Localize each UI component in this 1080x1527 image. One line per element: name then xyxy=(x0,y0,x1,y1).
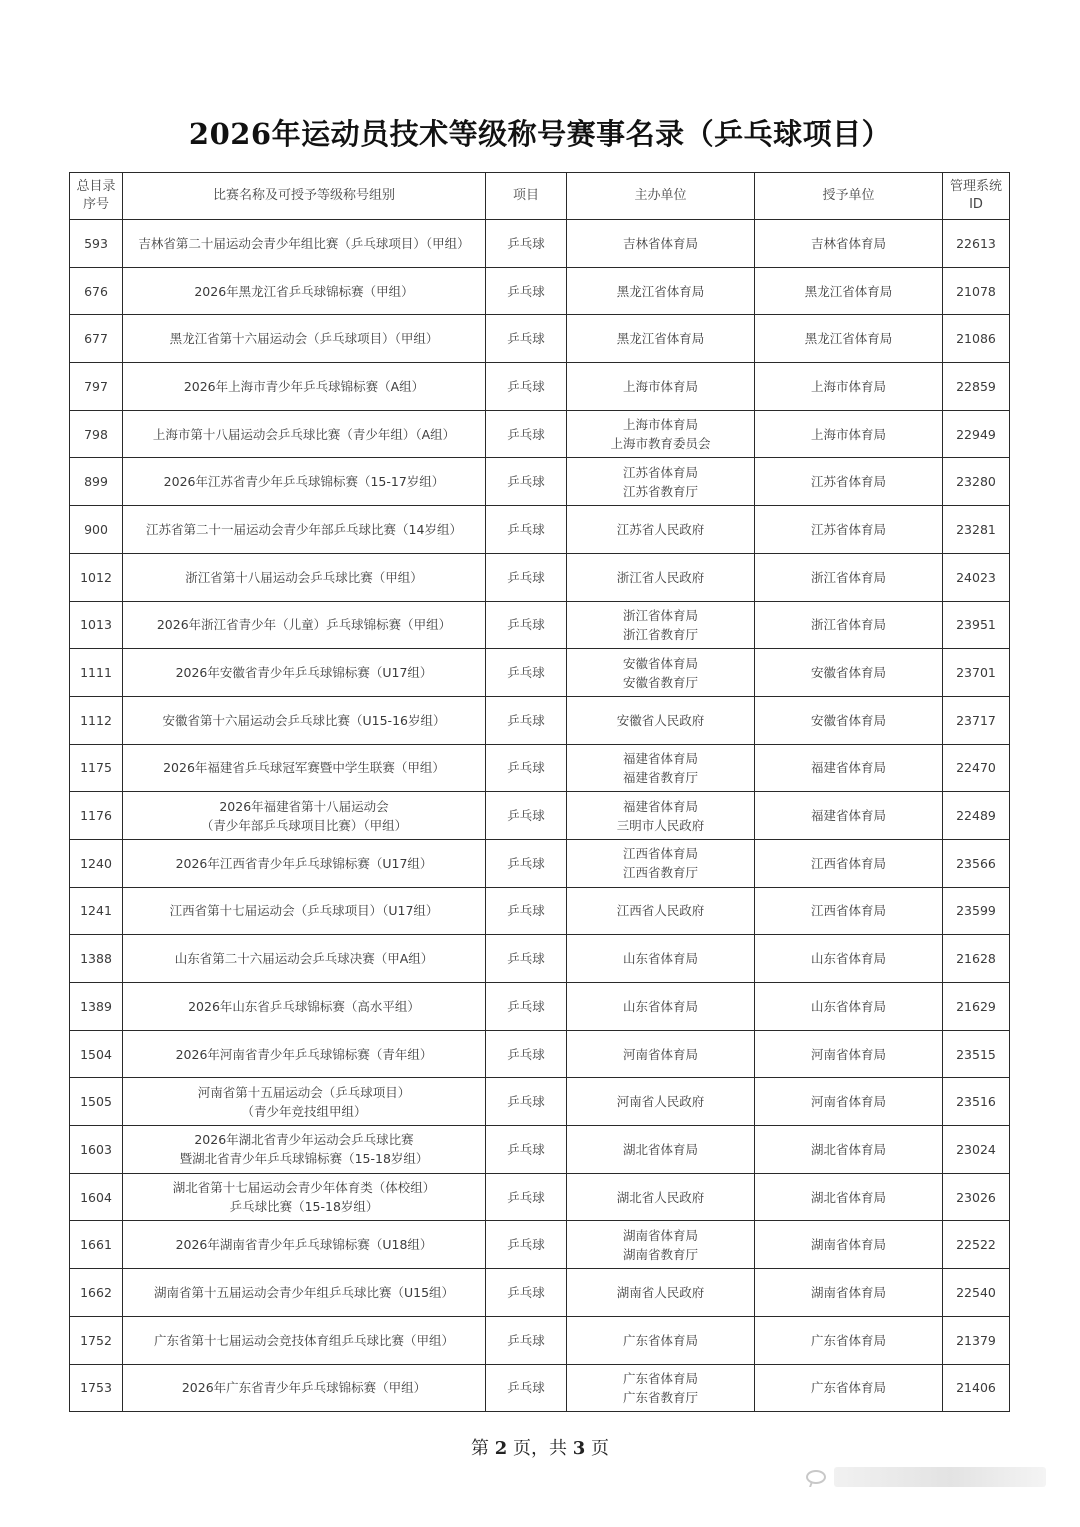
grantor-cell: 浙江省体育局 xyxy=(755,553,943,601)
sport-cell: 乒乓球 xyxy=(486,935,567,983)
organizer-cell: 上海市体育局 上海市教育委员会 xyxy=(567,410,755,458)
catalog-number-cell: 797 xyxy=(70,363,123,411)
competition-name-cell: 黑龙江省第十六届运动会（乒乓球项目）（甲组） xyxy=(123,315,486,363)
catalog-number-cell: 1388 xyxy=(70,935,123,983)
organizer-cell: 湖南省体育局 湖南省教育厅 xyxy=(567,1221,755,1269)
sport-cell: 乒乓球 xyxy=(486,1221,567,1269)
competition-name-cell: 2026年福建省乒乓球冠军赛暨中学生联赛（甲组） xyxy=(123,744,486,792)
competition-name-cell: 安徽省第十六届运动会乒乓球比赛（U15-16岁组） xyxy=(123,696,486,744)
catalog-number-cell: 1111 xyxy=(70,649,123,697)
catalog-number-cell: 1012 xyxy=(70,553,123,601)
competition-name-cell: 2026年湖南省青少年乒乓球锦标赛（U18组） xyxy=(123,1221,486,1269)
grantor-cell: 黑龙江省体育局 xyxy=(755,315,943,363)
grantor-cell: 浙江省体育局 xyxy=(755,601,943,649)
sport-cell: 乒乓球 xyxy=(486,220,567,268)
sport-cell: 乒乓球 xyxy=(486,839,567,887)
header-system-id: 管理系统 ID xyxy=(943,173,1010,220)
sport-cell: 乒乓球 xyxy=(486,649,567,697)
competition-name-cell: 2026年福建省第十八届运动会 （青少年部乒乓球项目比赛）（甲组） xyxy=(123,792,486,840)
system-id-cell: 23599 xyxy=(943,887,1010,935)
organizer-cell: 山东省体育局 xyxy=(567,983,755,1031)
table-row xyxy=(70,839,1010,887)
system-id-cell: 22613 xyxy=(943,220,1010,268)
grantor-cell: 河南省体育局 xyxy=(755,1078,943,1126)
competition-name-cell: 2026年广东省青少年乒乓球锦标赛（甲组） xyxy=(123,1364,486,1412)
competition-table xyxy=(69,172,1010,1412)
table-row xyxy=(70,935,1010,983)
catalog-number-cell: 1389 xyxy=(70,983,123,1031)
organizer-cell: 黑龙江省体育局 xyxy=(567,267,755,315)
system-id-cell: 23024 xyxy=(943,1126,1010,1174)
page-title: 2026年运动员技术等级称号赛事名录（乒乓球项目） xyxy=(188,117,892,151)
system-id-cell: 23280 xyxy=(943,458,1010,506)
sport-cell: 乒乓球 xyxy=(486,601,567,649)
sport-cell: 乒乓球 xyxy=(486,363,567,411)
grantor-cell: 上海市体育局 xyxy=(755,410,943,458)
sport-cell: 乒乓球 xyxy=(486,1173,567,1221)
grantor-cell: 河南省体育局 xyxy=(755,1030,943,1078)
sport-cell: 乒乓球 xyxy=(486,983,567,1031)
organizer-cell: 湖南省人民政府 xyxy=(567,1269,755,1317)
catalog-number-cell: 1753 xyxy=(70,1364,123,1412)
sport-cell: 乒乓球 xyxy=(486,792,567,840)
table-row xyxy=(70,983,1010,1031)
header-catalog-number: 总目录 序号 xyxy=(70,173,123,220)
system-id-cell: 23515 xyxy=(943,1030,1010,1078)
grantor-cell: 江西省体育局 xyxy=(755,887,943,935)
system-id-cell: 22859 xyxy=(943,363,1010,411)
competition-name-cell: 2026年山东省乒乓球锦标赛（高水平组） xyxy=(123,983,486,1031)
grantor-cell: 湖北省体育局 xyxy=(755,1173,943,1221)
table-row xyxy=(70,410,1010,458)
catalog-number-cell: 1505 xyxy=(70,1078,123,1126)
table-row xyxy=(70,1030,1010,1078)
sport-cell: 乒乓球 xyxy=(486,1269,567,1317)
competition-name-cell: 2026年河南省青少年乒乓球锦标赛（青年组） xyxy=(123,1030,486,1078)
table-row xyxy=(70,1221,1010,1269)
system-id-cell: 23026 xyxy=(943,1173,1010,1221)
grantor-cell: 江苏省体育局 xyxy=(755,506,943,554)
competition-name-cell: 河南省第十五届运动会（乒乓球项目） （青少年竞技组甲组） xyxy=(123,1078,486,1126)
system-id-cell: 23281 xyxy=(943,506,1010,554)
sport-cell: 乒乓球 xyxy=(486,553,567,601)
catalog-number-cell: 899 xyxy=(70,458,123,506)
table-row xyxy=(70,696,1010,744)
catalog-number-cell: 1603 xyxy=(70,1126,123,1174)
organizer-cell: 上海市体育局 xyxy=(567,363,755,411)
grantor-cell: 湖南省体育局 xyxy=(755,1269,943,1317)
system-id-cell: 21628 xyxy=(943,935,1010,983)
competition-name-cell: 山东省第二十六届运动会乒乓球决赛（甲A组） xyxy=(123,935,486,983)
organizer-cell: 山东省体育局 xyxy=(567,935,755,983)
watermark xyxy=(806,1464,1046,1490)
system-id-cell: 22540 xyxy=(943,1269,1010,1317)
table-row xyxy=(70,315,1010,363)
header-competition-name: 比赛名称及可授予等级称号组别 xyxy=(123,173,486,220)
competition-name-cell: 2026年江苏省青少年乒乓球锦标赛（15-17岁组） xyxy=(123,458,486,506)
catalog-number-cell: 1662 xyxy=(70,1269,123,1317)
table-row xyxy=(70,1269,1010,1317)
catalog-number-cell: 1175 xyxy=(70,744,123,792)
system-id-cell: 23701 xyxy=(943,649,1010,697)
organizer-cell: 浙江省体育局 浙江省教育厅 xyxy=(567,601,755,649)
grantor-cell: 广东省体育局 xyxy=(755,1316,943,1364)
organizer-cell: 安徽省体育局 安徽省教育厅 xyxy=(567,649,755,697)
table-row xyxy=(70,601,1010,649)
competition-name-cell: 江西省第十七届运动会（乒乓球项目）（U17组） xyxy=(123,887,486,935)
system-id-cell: 21629 xyxy=(943,983,1010,1031)
organizer-cell: 河南省人民政府 xyxy=(567,1078,755,1126)
competition-name-cell: 2026年江西省青少年乒乓球锦标赛（U17组） xyxy=(123,839,486,887)
table-body xyxy=(70,220,1010,1412)
system-id-cell: 22470 xyxy=(943,744,1010,792)
sport-cell: 乒乓球 xyxy=(486,1126,567,1174)
system-id-cell: 23717 xyxy=(943,696,1010,744)
sport-cell: 乒乓球 xyxy=(486,1316,567,1364)
organizer-cell: 福建省体育局 三明市人民政府 xyxy=(567,792,755,840)
table-row xyxy=(70,1316,1010,1364)
grantor-cell: 安徽省体育局 xyxy=(755,696,943,744)
system-id-cell: 23566 xyxy=(943,839,1010,887)
organizer-cell: 江苏省人民政府 xyxy=(567,506,755,554)
table-row xyxy=(70,553,1010,601)
sport-cell: 乒乓球 xyxy=(486,1364,567,1412)
table-row xyxy=(70,267,1010,315)
system-id-cell: 22949 xyxy=(943,410,1010,458)
competition-name-cell: 2026年安徽省青少年乒乓球锦标赛（U17组） xyxy=(123,649,486,697)
grantor-cell: 江苏省体育局 xyxy=(755,458,943,506)
organizer-cell: 广东省体育局 广东省教育厅 xyxy=(567,1364,755,1412)
table-header-row xyxy=(70,173,1010,220)
catalog-number-cell: 798 xyxy=(70,410,123,458)
grantor-cell: 广东省体育局 xyxy=(755,1364,943,1412)
competition-name-cell: 浙江省第十八届运动会乒乓球比赛（甲组） xyxy=(123,553,486,601)
competition-name-cell: 湖南省第十五届运动会青少年组乒乓球比赛（U15组） xyxy=(123,1269,486,1317)
sport-cell: 乒乓球 xyxy=(486,458,567,506)
organizer-cell: 吉林省体育局 xyxy=(567,220,755,268)
header-organizer: 主办单位 xyxy=(567,173,755,220)
sport-cell: 乒乓球 xyxy=(486,1078,567,1126)
system-id-cell: 23516 xyxy=(943,1078,1010,1126)
catalog-number-cell: 1013 xyxy=(70,601,123,649)
table-row xyxy=(70,649,1010,697)
catalog-number-cell: 1752 xyxy=(70,1316,123,1364)
catalog-number-cell: 900 xyxy=(70,506,123,554)
competition-name-cell: 2026年黑龙江省乒乓球锦标赛（甲组） xyxy=(123,267,486,315)
table-row xyxy=(70,792,1010,840)
organizer-cell: 湖北省人民政府 xyxy=(567,1173,755,1221)
system-id-cell: 24023 xyxy=(943,553,1010,601)
organizer-cell: 福建省体育局 福建省教育厅 xyxy=(567,744,755,792)
catalog-number-cell: 1661 xyxy=(70,1221,123,1269)
competition-name-cell: 广东省第十七届运动会竞技体育组乒乓球比赛（甲组） xyxy=(123,1316,486,1364)
catalog-number-cell: 1604 xyxy=(70,1173,123,1221)
competition-name-cell: 吉林省第二十届运动会青少年组比赛（乒乓球项目）（甲组） xyxy=(123,220,486,268)
organizer-cell: 江西省人民政府 xyxy=(567,887,755,935)
competition-name-cell: 江苏省第二十一届运动会青少年部乒乓球比赛（14岁组） xyxy=(123,506,486,554)
sport-cell: 乒乓球 xyxy=(486,744,567,792)
organizer-cell: 安徽省人民政府 xyxy=(567,696,755,744)
grantor-cell: 吉林省体育局 xyxy=(755,220,943,268)
sport-cell: 乒乓球 xyxy=(486,315,567,363)
catalog-number-cell: 1504 xyxy=(70,1030,123,1078)
sport-cell: 乒乓球 xyxy=(486,267,567,315)
system-id-cell: 22522 xyxy=(943,1221,1010,1269)
catalog-number-cell: 1112 xyxy=(70,696,123,744)
competition-name-cell: 2026年上海市青少年乒乓球锦标赛（A组） xyxy=(123,363,486,411)
catalog-number-cell: 593 xyxy=(70,220,123,268)
table-row xyxy=(70,220,1010,268)
table-row xyxy=(70,1078,1010,1126)
sport-cell: 乒乓球 xyxy=(486,410,567,458)
table-row xyxy=(70,1173,1010,1221)
organizer-cell: 广东省体育局 xyxy=(567,1316,755,1364)
catalog-number-cell: 1176 xyxy=(70,792,123,840)
grantor-cell: 黑龙江省体育局 xyxy=(755,267,943,315)
grantor-cell: 湖南省体育局 xyxy=(755,1221,943,1269)
table-row xyxy=(70,1364,1010,1412)
table-row xyxy=(70,363,1010,411)
grantor-cell: 福建省体育局 xyxy=(755,744,943,792)
grantor-cell: 江西省体育局 xyxy=(755,839,943,887)
grantor-cell: 山东省体育局 xyxy=(755,935,943,983)
grantor-cell: 湖北省体育局 xyxy=(755,1126,943,1174)
catalog-number-cell: 677 xyxy=(70,315,123,363)
catalog-number-cell: 1240 xyxy=(70,839,123,887)
organizer-cell: 江苏省体育局 江苏省教育厅 xyxy=(567,458,755,506)
system-id-cell: 21379 xyxy=(943,1316,1010,1364)
grantor-cell: 山东省体育局 xyxy=(755,983,943,1031)
table-row xyxy=(70,506,1010,554)
sport-cell: 乒乓球 xyxy=(486,1030,567,1078)
system-id-cell: 23951 xyxy=(943,601,1010,649)
system-id-cell: 22489 xyxy=(943,792,1010,840)
competition-name-cell: 湖北省第十七届运动会青少年体育类（体校组） 乒乓球比赛（15-18岁组） xyxy=(123,1173,486,1221)
competition-name-cell: 2026年湖北省青少年运动会乒乓球比赛 暨湖北省青少年乒乓球锦标赛（15-18岁组） xyxy=(123,1126,486,1174)
sport-cell: 乒乓球 xyxy=(486,696,567,744)
catalog-number-cell: 1241 xyxy=(70,887,123,935)
grantor-cell: 福建省体育局 xyxy=(755,792,943,840)
header-grantor: 授予单位 xyxy=(755,173,943,220)
organizer-cell: 河南省体育局 xyxy=(567,1030,755,1078)
system-id-cell: 21086 xyxy=(943,315,1010,363)
competition-name-cell: 2026年浙江省青少年（儿童）乒乓球锦标赛（甲组） xyxy=(123,601,486,649)
sport-cell: 乒乓球 xyxy=(486,506,567,554)
organizer-cell: 江西省体育局 江西省教育厅 xyxy=(567,839,755,887)
catalog-number-cell: 676 xyxy=(70,267,123,315)
table-row xyxy=(70,887,1010,935)
chat-bubble-icon xyxy=(806,1470,826,1484)
table-row xyxy=(70,458,1010,506)
grantor-cell: 安徽省体育局 xyxy=(755,649,943,697)
system-id-cell: 21078 xyxy=(943,267,1010,315)
page-number: 第 2 页，共 3 页 xyxy=(471,1438,609,1459)
sport-cell: 乒乓球 xyxy=(486,887,567,935)
organizer-cell: 湖北省体育局 xyxy=(567,1126,755,1174)
competition-name-cell: 上海市第十八届运动会乒乓球比赛（青少年组）（A组） xyxy=(123,410,486,458)
organizer-cell: 黑龙江省体育局 xyxy=(567,315,755,363)
grantor-cell: 上海市体育局 xyxy=(755,363,943,411)
system-id-cell: 21406 xyxy=(943,1364,1010,1412)
header-sport: 项目 xyxy=(486,173,567,220)
table-row xyxy=(70,744,1010,792)
organizer-cell: 浙江省人民政府 xyxy=(567,553,755,601)
table-row xyxy=(70,1126,1010,1174)
watermark-bar xyxy=(834,1467,1046,1487)
